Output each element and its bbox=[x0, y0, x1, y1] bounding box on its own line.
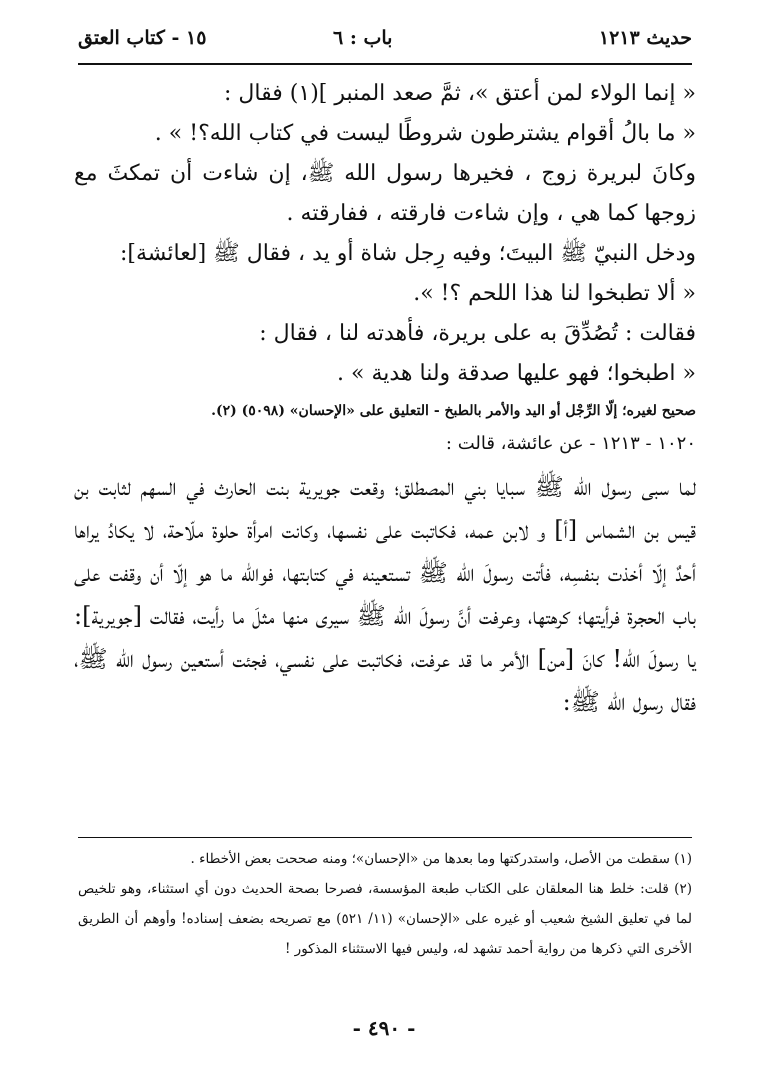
header-rule bbox=[78, 63, 692, 65]
header-section: باب : ٦ bbox=[333, 27, 393, 49]
page-number: - ٤٩٠ - bbox=[352, 1016, 416, 1040]
running-header bbox=[78, 18, 692, 58]
header-hadith-number: حديث ١٢١٣ bbox=[598, 27, 692, 49]
text-line: « اطبخوا؛ فهو عليها صدقة ولنا هدية » . bbox=[337, 361, 696, 386]
footnote-rule bbox=[78, 837, 692, 838]
main-text bbox=[74, 74, 696, 724]
text-line: « إنما الولاء لمن أعتق »، ثمَّ صعد المنبر ](١) فقال : bbox=[224, 81, 696, 106]
footnote: (٢) قلت: خلط هنا المعلقان على الكتاب طبعة المؤسسة، فصرحا بصحة الحديث دون أي استثناء، وهو تلخيص لما في تعليق الشيخ شعيب أو غيره على «الإحسان» (١١/ ٥٢١) مع تصريحه بضعف إسناده! وأوهم أن الطريق الأخرى التي ذكرها من رواية أحمد تشهد له، وليس فيها الاستثناء المذكور ! bbox=[78, 881, 692, 957]
text-line: « ما بالُ أقوام يشترطون شروطًا ليست في كتاب الله؟! » . bbox=[154, 121, 696, 146]
grading-note: صحيح لغيره؛ إلّا الرِّجْل أو اليد والأمر بالطبخ - التعليق على «الإحسان» (٥٠٩٨) (٢). bbox=[211, 403, 696, 419]
text-line: « ألا تطبخوا لنا هذا اللحم ؟! ». bbox=[413, 281, 696, 306]
footnote: (١) سقطت من الأصل، واستدركتها وما بعدها من «الإحسان»؛ ومنه صححت بعض الأخطاء . bbox=[190, 851, 692, 867]
text-line: ودخل النبيّ ﷺ البيتَ؛ وفيه رِجل شاة أو يد ، فقال ﷺ [لعائشة]: bbox=[120, 241, 696, 266]
hadith-text: لما سبى رسول الله ﷺ سبايا بني المصطلق؛ وقعت جويرية بنت الحارث في السهم لثابت بن قيس بن الشماس [أ] و لابن عمه، فكاتبت على نفسها، وكانت امرأة حلوة ملّاحة، لا يكادُ يراها أحدٌ إلّا أخذت بنفسِه، فأتت رسولَ الله ﷺ تستعينه في كتابتها، فوالله ما هو إلّا أن وقفت على باب الحجرة فرأيتها؛ كرهتها، وعرفت أنَّ رسولَ الله ﷺ سيرى منها مثلَ ما رأيت، فقالت [جويرية]: يا رسولَ الله! كانَ [من] الأمر ما قد عرفت، فكاتبت على نفسي، فجئت أستعين رسول الله ﷺ، فقال رسول الله ﷺ: bbox=[74, 473, 696, 716]
text-line: فقالت : تُصُدِّقَ به على بريرة، فأهدته لنا ، فقال : bbox=[259, 321, 696, 346]
text-line: وكانَ لبريرة زوج ، فخيرها رسول الله ﷺ، إن شاءت أن تمكثَ مع زوجها كما هي ، وإن شاءت فارقته ، ففارقته . bbox=[74, 161, 696, 226]
header-chapter: ١٥ - كتاب العتق bbox=[78, 27, 207, 49]
hadith-reference: ١٠٢٠ - ١٢١٣ - عن عائشة، قالت : bbox=[445, 433, 696, 454]
footnotes bbox=[78, 844, 692, 964]
